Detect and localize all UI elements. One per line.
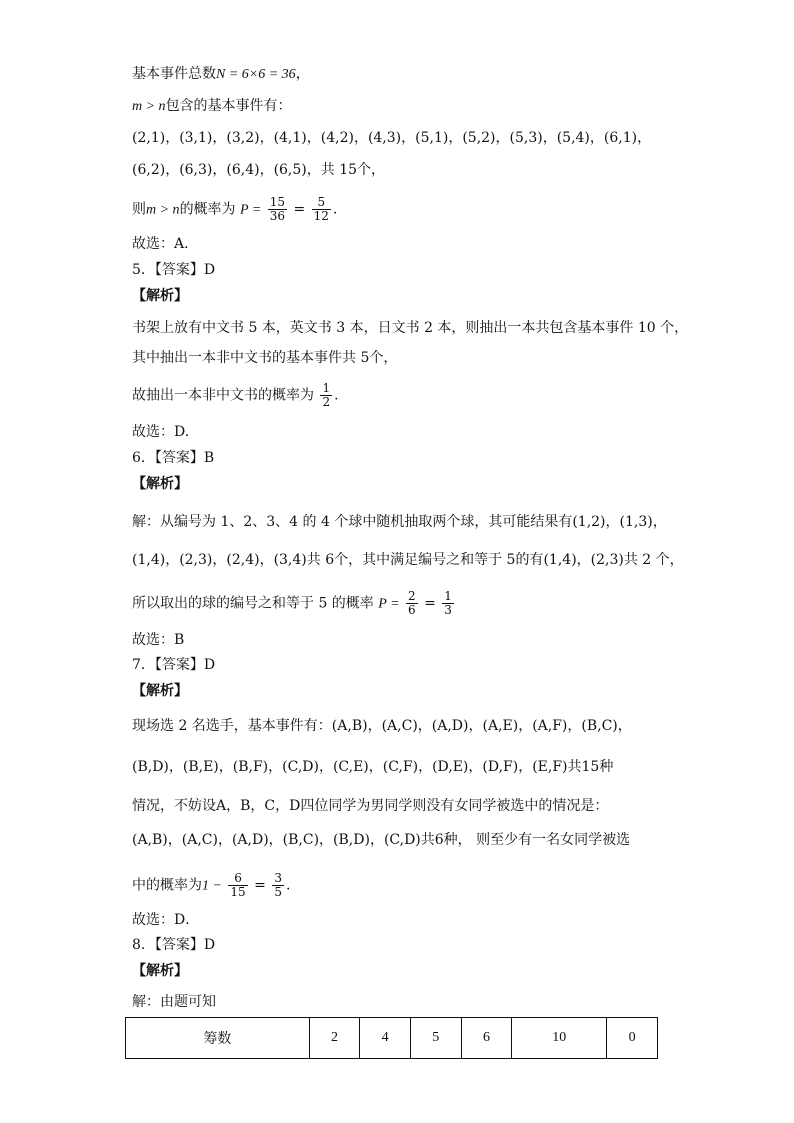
text-line: 解：由题可知 [132,994,216,1010]
text-span: 所以取出的球的编号之和等于 5 的概率 [132,595,374,612]
fraction [272,872,284,899]
text-span: ， [295,66,310,82]
fraction [312,196,331,223]
text-span: 的概率为 [179,201,236,218]
analysis-heading: 【解析】 [132,288,188,304]
math-expression: m > n [132,99,166,114]
text-line: 情况，不妨设A，B，C，D四位同学为男同学则没有女同学被选中的情况是： [132,798,609,814]
text-span: . [332,201,338,218]
answer-heading: 5．【答案】D [132,262,216,278]
text-line [132,64,310,85]
fraction-numerator: 6 [228,872,247,886]
fraction-numerator: 15 [269,195,285,209]
fraction-denominator: 5 [274,885,282,899]
math-expression: N = 6×6 = 36 [216,67,296,82]
text-line [132,590,456,617]
text-line: (1,4)，(2,3)，(2,4)，(3,4)共 6个，其中满足编号之和等于 5的有(1,4)，(2,3)共 2 个， [132,552,684,568]
text-span: 故抽出一本非中文书的概率为 [132,387,314,404]
equals-sign: = [254,877,266,894]
fraction-numerator: 3 [274,871,282,885]
fraction-denominator: 6 [407,603,416,617]
fraction-denominator: 12 [313,209,329,223]
text-line [132,382,339,409]
equals-sign: = [424,595,436,612]
analysis-heading: 【解析】 [132,683,188,699]
table-header-cell: 筹数 [126,1018,310,1059]
text-line: 故选：D． [132,912,200,928]
text-line: (A,B)，(A,C)，(A,D)，(B,C)，(B,D)，(C,D)共6种， 则至少有一名女同学被选 [132,832,631,848]
fraction-numerator: 2 [407,589,416,603]
equals-sign: = [293,201,306,218]
text-line: 其中抽出一本非中文书的基本事件共 5个， [132,350,398,366]
text-line: (2,1)，(3,1)，(3,2)，(4,1)，(4,2)，(4,3)，(5,1)，(5,2)，(5,3)，(5,4)，(6,1)， [132,130,652,146]
text-line: 故选：A． [132,236,199,252]
answer-heading: 6．【答案】B [132,450,215,466]
math-expression: 1 − [202,878,222,894]
text-line: (B,D)，(B,E)，(B,F)，(C,D)，(C,E)，(C,F)，(D,E)，(D,F)，(E,F)共15种 [132,759,614,775]
text-span: . [285,877,291,894]
text-span: 则 [132,201,146,218]
text-line: 故选：D. [132,424,190,440]
fraction [320,382,332,409]
fraction-numerator: 1 [322,381,331,395]
fraction [228,872,247,899]
fraction-denominator: 36 [269,209,285,223]
data-table [125,1017,658,1059]
text-span: 包含的基本事件有： [165,98,292,114]
math-expression: P = [378,596,400,612]
fraction [268,196,287,223]
analysis-heading: 【解析】 [132,963,188,979]
math-expression: P = [240,202,262,218]
fraction-denominator: 3 [444,603,452,617]
text-line: 现场选 2 名选手，基本事件有：(A,B)，(A,C)，(A,D)，(A,E)，(A,F)，(B,C)， [132,718,632,734]
text-line: 解：从编号为 1、2、3、4 的 4 个球中随机抽取两个球，其可能结果有(1,2)，(1,3)， [132,514,667,530]
table-cell: 5 [410,1018,461,1059]
text-span: . [334,387,339,404]
text-span: 基本事件总数 [132,66,216,82]
table-cell: 6 [461,1018,512,1059]
table-cell: 4 [360,1018,411,1059]
fraction [406,590,418,617]
text-line [132,872,290,899]
analysis-heading: 【解析】 [132,476,188,492]
fraction-denominator: 15 [230,885,246,899]
table-cell: 0 [607,1018,658,1059]
text-line: 故选：B [132,632,185,648]
table-row [126,1018,658,1059]
answer-heading: 8．【答案】D [132,937,216,953]
table-cell: 2 [309,1018,360,1059]
fraction-numerator: 5 [312,196,331,210]
text-line: 书架上放有中文书 5 本，英文书 3 本，日文书 2 本，则抽出一本共包含基本事件 10 个， [132,320,689,336]
text-line: (6,2)，(6,3)，(6,4)，(6,5)，共 15个， [132,162,386,178]
text-span: 中的概率为 [132,877,202,894]
text-line [132,196,337,223]
fraction-numerator: 1 [444,589,452,603]
table-cell: 10 [512,1018,607,1059]
fraction-denominator: 2 [322,395,331,409]
answer-heading: 7．【答案】D [132,657,216,673]
text-line [132,96,292,117]
math-expression: m > n [146,202,180,218]
fraction [442,590,454,617]
